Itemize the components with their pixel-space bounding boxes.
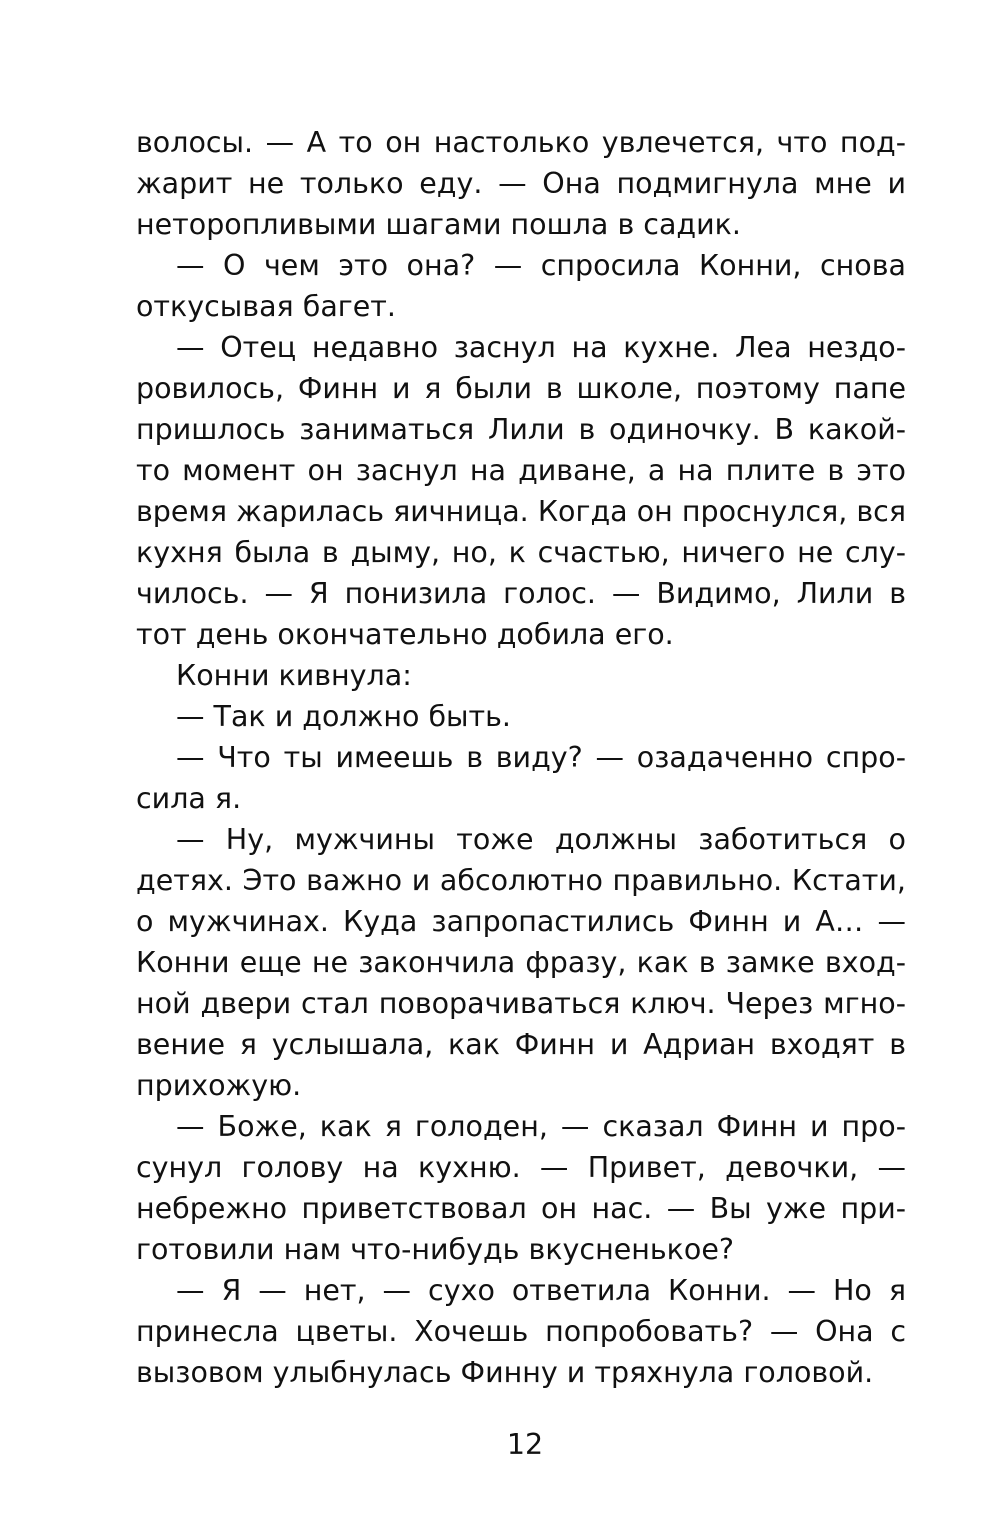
text-line: волосы. — А то он настолько увлечется, что под-: [136, 126, 906, 159]
text-line: жарит не только еду. — Она подмигнула мне и: [136, 167, 906, 200]
text-line: прихожую.: [136, 1069, 302, 1102]
text-line: неторопливыми шагами пошла в садик.: [136, 208, 741, 241]
text-line: — Так и должно быть.: [176, 700, 511, 733]
text-line: ровилось, Финн и я были в школе, поэтому папе: [136, 372, 906, 405]
page-body-text: [136, 122, 906, 1393]
text-line: принесла цветы. Хочешь попробовать? — Она с: [136, 1315, 906, 1348]
text-line: — Боже, как я голоден, — сказал Финн и про-: [176, 1110, 906, 1143]
text-line: детях. Это важно и абсолютно правильно. Кстати,: [136, 864, 906, 897]
text-line: Конни кивнула:: [176, 659, 412, 692]
text-line: ной двери стал поворачиваться ключ. Через мгно-: [136, 987, 906, 1020]
text-line: сила я.: [136, 782, 242, 815]
text-line: о мужчинах. Куда запропастились Финн и А… —: [136, 905, 906, 938]
text-line: — О чем это она? — спросила Конни, снова: [176, 249, 906, 282]
text-line: готовили нам что-нибудь вкусненькое?: [136, 1233, 734, 1266]
text-line: — Что ты имеешь в виду? — озадаченно спро-: [176, 741, 906, 774]
text-line: Конни еще не закончила фразу, как в замке вход-: [136, 946, 906, 979]
text-line: вызовом улыбнулась Финну и тряхнула головой.: [136, 1356, 874, 1389]
text-line: тот день окончательно добила его.: [136, 618, 674, 651]
text-line: — Я — нет, — сухо ответила Конни. — Но я: [176, 1274, 906, 1307]
text-line: время жарилась яичница. Когда он проснулся, вся: [136, 495, 906, 528]
text-line: — Ну, мужчины тоже должны заботиться о: [176, 823, 906, 856]
text-line: то момент он заснул на диване, а на плите в это: [136, 454, 906, 487]
text-line: чилось. — Я понизила голос. — Видимо, Лили в: [136, 577, 906, 610]
text-line: небрежно приветствовал он нас. — Вы уже при-: [136, 1192, 906, 1225]
page-number: 12: [506, 1428, 544, 1461]
text-line: кухня была в дыму, но, к счастью, ничего не слу-: [136, 536, 906, 569]
text-line: сунул голову на кухню. — Привет, девочки, —: [136, 1151, 906, 1184]
text-line: вение я услышала, как Финн и Адриан входят в: [136, 1028, 906, 1061]
text-line: откусывая багет.: [136, 290, 396, 323]
text-line: пришлось заниматься Лили в одиночку. В какой-: [136, 413, 906, 446]
text-line: — Отец недавно заснул на кухне. Леа нездо-: [176, 331, 906, 364]
